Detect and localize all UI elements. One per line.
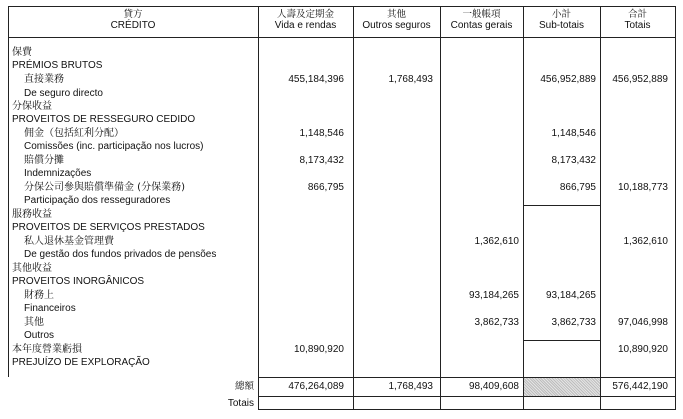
row-financeiros-zh: 財務上 — [24, 290, 54, 301]
row-outros-zh: 其他 — [24, 317, 44, 328]
subtotal-rule-2 — [523, 340, 600, 341]
row-indemnizacoes-pt: Indemnizações — [24, 168, 92, 179]
row-directo-vida: 455,184,396 — [288, 74, 344, 85]
row-outros-pt: Outros — [24, 330, 55, 341]
row-comissoes-sub: 1,148,546 — [551, 128, 596, 139]
row-prejuizo-vida: 10,890,920 — [293, 344, 344, 355]
row-servicos-zh: 服務收益 — [12, 209, 52, 220]
row-outros-sub: 3,862,733 — [551, 317, 596, 328]
row-prejuizo-pt: PREJUÍZO DE EXPLORAÇÃO — [12, 357, 150, 368]
col-border-0 — [8, 6, 9, 377]
header-subtotais: 小計 Sub-totais — [538, 9, 585, 31]
row-pensoes-pt: De gestão dos fundos privados de pensões — [24, 249, 217, 260]
row-financeiros-gerais: 93,184,265 — [468, 290, 519, 301]
row-indemnizacoes-zh: 賠償分攤 — [24, 155, 64, 166]
row-indemnizacoes-vida: 8,173,432 — [299, 155, 344, 166]
row-participacao-sub: 866,795 — [559, 182, 596, 193]
row-comissoes-vida: 1,148,546 — [299, 128, 344, 139]
row-directo-total: 456,952,889 — [612, 74, 668, 85]
col-border-2 — [353, 6, 354, 410]
row-participacao-total: 10,188,773 — [617, 182, 668, 193]
table-bottom-border — [258, 409, 675, 410]
table-top-border — [8, 6, 675, 7]
row-pensoes-zh: 私人退休基金管理費 — [24, 236, 114, 247]
row-resseguro-zh: 分保收益 — [12, 101, 52, 112]
row-inorganicos-pt: PROVEITOS INORGÂNICOS — [12, 276, 145, 287]
row-pensoes-gerais: 1,362,610 — [474, 236, 519, 247]
row-financeiros-sub: 93,184,265 — [545, 290, 596, 301]
row-pensoes-total: 1,362,610 — [623, 236, 668, 247]
row-outros-gerais: 3,862,733 — [474, 317, 519, 328]
row-indemnizacoes-sub: 8,173,432 — [551, 155, 596, 166]
subtotal-rule-1 — [523, 205, 600, 206]
totals-label-pt: Totais — [227, 398, 254, 409]
header-vida: 人壽及定期金 Vida e rendas — [274, 9, 337, 31]
row-participacao-pt: Participação dos resseguradores — [24, 195, 171, 206]
row-directo-pt: De seguro directo — [24, 88, 103, 99]
totals-gerais: 98,409,608 — [468, 381, 519, 392]
col-border-3 — [440, 6, 441, 410]
col-border-4 — [523, 6, 524, 410]
row-directo-zh: 直接業務 — [24, 74, 64, 85]
row-participacao-zh: 分保公司參與賠償準備金 (分保業務) — [24, 182, 185, 193]
row-premios-zh: 保費 — [12, 47, 32, 58]
row-premios-pt: PRÉMIOS BRUTOS — [12, 60, 103, 71]
totals-top-border — [258, 377, 675, 378]
totals-vida: 476,264,089 — [288, 381, 344, 392]
header-gerais: 一般帳項 Contas gerais — [450, 9, 513, 31]
totals-label-zh: 總額 — [234, 381, 254, 392]
row-prejuizo-zh: 本年度營業虧損 — [12, 344, 82, 355]
totals-total: 576,442,190 — [612, 381, 668, 392]
row-comissoes-zh: 佣金（包括紅利分配） — [24, 128, 124, 139]
row-comissoes-pt: Comissões (inc. participação nos lucros) — [24, 141, 204, 152]
row-outros-total: 97,046,998 — [617, 317, 668, 328]
header-outros: 其他 Outros seguros — [362, 9, 431, 31]
totals-outros: 1,768,493 — [388, 381, 433, 392]
col-border-6 — [675, 6, 676, 410]
row-resseguro-pt: PROVEITOS DE RESSEGURO CEDIDO — [12, 114, 196, 125]
totals-mid-border — [258, 396, 675, 397]
row-directo-sub: 456,952,889 — [540, 74, 596, 85]
header-credit: 貸方 CRÉDITO — [110, 9, 156, 31]
row-directo-outros: 1,768,493 — [388, 74, 433, 85]
row-participacao-vida: 866,795 — [307, 182, 344, 193]
row-prejuizo-total: 10,890,920 — [617, 344, 668, 355]
totals-subtotal-shade — [524, 378, 600, 396]
header-totais: 合計 Totais — [624, 9, 651, 31]
row-inorganicos-zh: 其他收益 — [12, 263, 52, 274]
header-bottom-border — [8, 37, 675, 38]
row-financeiros-pt: Financeiros — [24, 303, 76, 314]
row-servicos-pt: PROVEITOS DE SERVIÇOS PRESTADOS — [12, 222, 205, 233]
